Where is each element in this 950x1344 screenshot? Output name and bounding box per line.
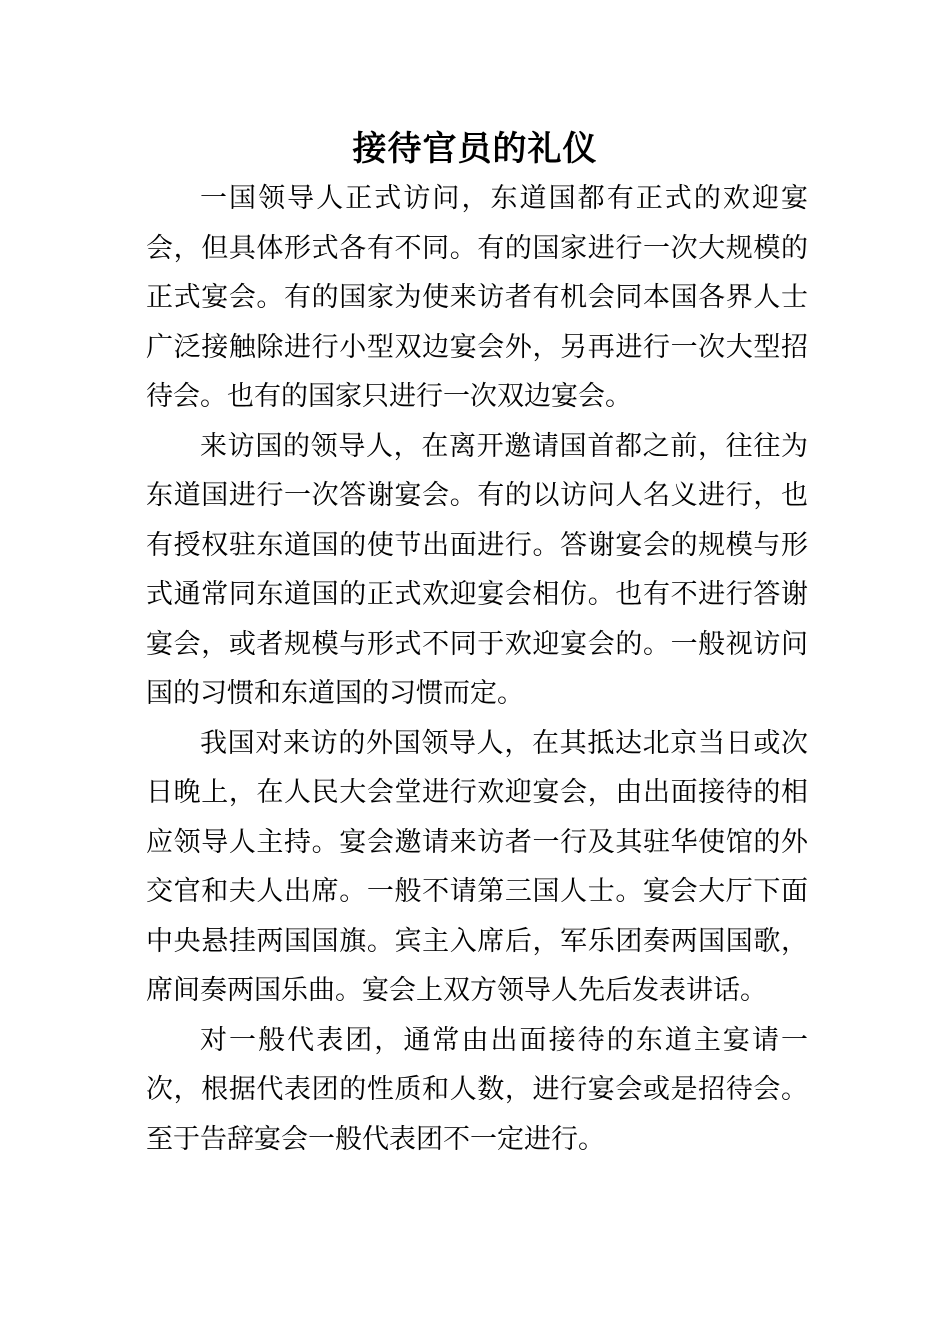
document-body <box>146 174 808 1164</box>
document-title: 接待官员的礼仪 <box>352 129 598 169</box>
paragraph-1: 一国领导人正式访问，东道国都有正式的欢迎宴会，但具体形式各有不同。有的国家进行一次大规模的正式宴会。有的国家为使来访者有机会同本国各界人士广泛接触除进行小型双边宴会外，另再进行一次大型招待会。也有的国家只进行一次双边宴会。 <box>146 183 808 412</box>
paragraph-4: 对一般代表团，通常由出面接待的东道主宴请一次，根据代表团的性质和人数，进行宴会或是招待会。至于告辞宴会一般代表团不一定进行。 <box>146 1024 808 1155</box>
paragraph-3: 我国对来访的外国领导人，在其抵达北京当日或次日晚上，在人民大会堂进行欢迎宴会，由出面接待的相应领导人主持。宴会邀请来访者一行及其驻华使馆的外交官和夫人出席。一般不请第三国人士。宴会大厅下面中央悬挂两国国旗。宾主入席后，军乐团奏两国国歌，席间奏两国乐曲。宴会上双方领导人先后发表讲话。 <box>146 727 808 1006</box>
paragraph-2: 来访国的领导人，在离开邀请国首都之前，往往为东道国进行一次答谢宴会。有的以访问人名义进行，也有授权驻东道国的使节出面进行。答谢宴会的规模与形式通常同东道国的正式欢迎宴会相仿。也有不进行答谢宴会，或者规模与形式不同于欢迎宴会的。一般视访问国的习惯和东道国的习惯而定。 <box>146 430 808 709</box>
